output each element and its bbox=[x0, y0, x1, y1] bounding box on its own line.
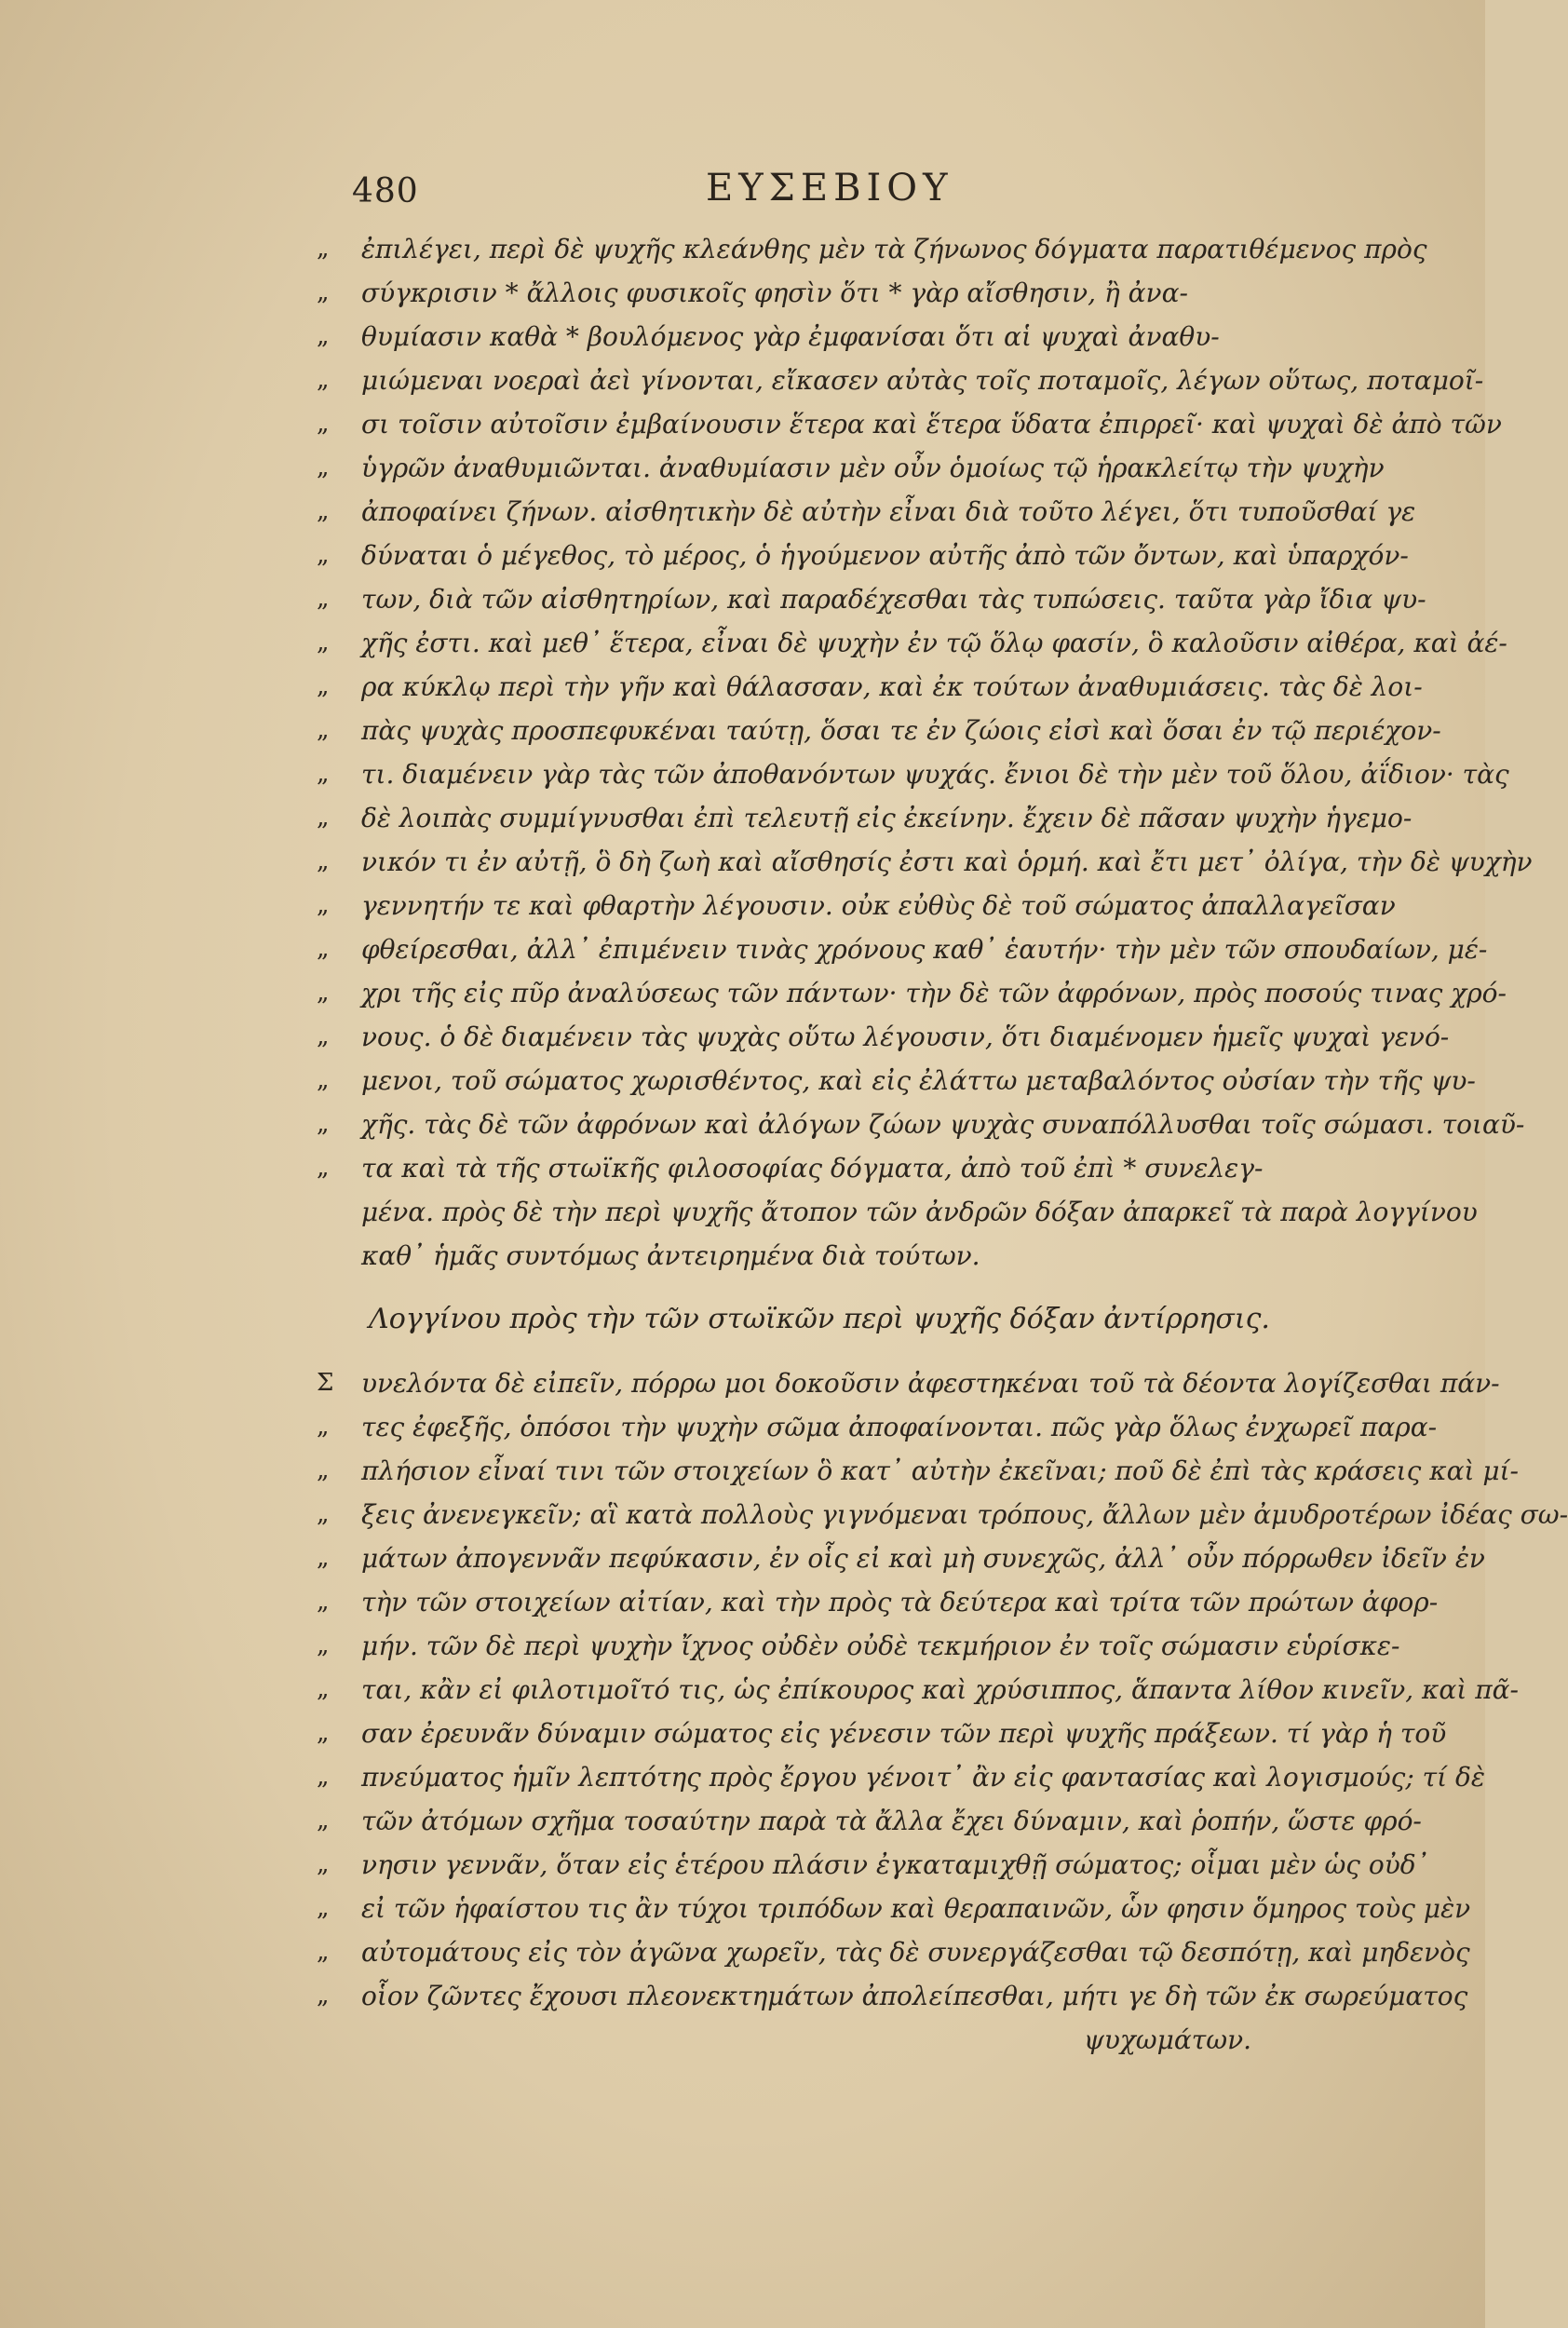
line-text: σύγκρισιν * ἄλλοις φυσικοῖς φησὶν ὅτι * γὰρ αἴσθησιν, ἢ ἀνα- bbox=[361, 277, 1188, 308]
quote-mark: „ bbox=[317, 235, 330, 263]
line-text: δὲ λοιπὰς συμμίγνυσθαι ἐπὶ τελευτῇ εἰς ἐκείνην. ἔχειν δὲ πᾶσαν ψυχὴν ἡγεμο- bbox=[361, 803, 1413, 833]
line-text: δύναται ὁ μέγεθος, τὸ μέρος, ὁ ἡγούμενον αὐτῆς ἀπὸ τῶν ὄντων, καὶ ὑπαρχόν- bbox=[361, 540, 1409, 571]
quote-mark: „ bbox=[317, 891, 330, 919]
quote-mark: „ bbox=[317, 1631, 330, 1659]
line-text: μήν. τῶν δὲ περὶ ψυχὴν ἴχνος οὐδὲν οὐδὲ τεκμήριον ἐν τοῖς σώμασιν εὑρίσκε- bbox=[361, 1631, 1400, 1661]
quote-mark: „ bbox=[317, 453, 330, 481]
line-text: πλήσιον εἶναί τινι τῶν στοιχείων ὃ κατ᾽ αὐτὴν ἐκεῖναι; ποῦ δὲ ἐπὶ τὰς κράσεις καὶ μί- bbox=[361, 1455, 1520, 1486]
quote-mark: „ bbox=[317, 1850, 330, 1878]
text-line bbox=[317, 227, 1427, 271]
text-line bbox=[317, 1234, 1285, 1278]
quote-mark: „ bbox=[317, 1719, 330, 1747]
running-head: ΕΥΣΕΒΙΟΥ bbox=[706, 167, 953, 210]
quote-mark: „ bbox=[317, 585, 330, 613]
line-text: εἰ τῶν ἡφαίστου τις ἂν τύχοι τριπόδων καὶ θεραπαινῶν, ὧν φησιν ὅμηρος τοὺς μὲν bbox=[361, 1893, 1471, 1924]
line-text: τῶν ἀτόμων σχῆμα τοσαύτην παρὰ τὰ ἄλλα ἔχει δύναμιν, καὶ ῥοπήν, ὥστε φρό- bbox=[361, 1806, 1422, 1836]
text-line bbox=[317, 1361, 1500, 1405]
line-text: ἐπιλέγει, περὶ δὲ ψυχῆς κλεάνθης μὲν τὰ ζήνωνος δόγματα παρατιθέμενος πρὸς bbox=[361, 234, 1427, 264]
line-text: των, διὰ τῶν αἰσθητηρίων, καὶ παραδέχεσθαι τὰς τυπώσεις. ταῦτα γὰρ ἴδια ψυ- bbox=[361, 584, 1426, 615]
line-text: χρι τῆς εἰς πῦρ ἀναλύσεως τῶν πάντων· τὴν δὲ τῶν ἀφρόνων, πρὸς ποσούς τινας χρό- bbox=[361, 978, 1507, 1008]
quote-mark: „ bbox=[317, 1938, 330, 1966]
quote-mark: „ bbox=[317, 497, 330, 525]
quote-mark: „ bbox=[317, 1982, 330, 2010]
text-block bbox=[317, 227, 1568, 2062]
text-line bbox=[317, 315, 1285, 359]
line-text: ἀποφαίνει ζήνων. αἰσθητικὴν δὲ αὐτὴν εἶναι διὰ τοῦτο λέγει, ὅτι τυποῦσθαί γε bbox=[361, 496, 1416, 527]
line-text: νικόν τι ἐν αὐτῇ, ὃ δὴ ζωὴ καὶ αἴσθησίς ἐστι καὶ ὁρμή. καὶ ἔτι μετ᾽ ὀλίγα, τὴν δὲ ψυχὴν bbox=[361, 846, 1533, 877]
text-line bbox=[317, 1449, 1520, 1493]
text-line bbox=[317, 752, 1509, 796]
line-text: χῆς ἐστι. καὶ μεθ᾽ ἕτερα, εἶναι δὲ ψυχὴν ἐν τῷ ὅλῳ φασίν, ὃ καλοῦσιν αἰθέρα, καὶ ἀέ- bbox=[361, 628, 1507, 658]
quote-mark: „ bbox=[317, 935, 330, 963]
line-text: ψυχωμάτων. bbox=[1083, 2024, 1251, 2055]
line-text: πνεύματος ἡμῖν λεπτότης πρὸς ἔργου γένοιτ᾽ ἂν εἰς φαντασίας καὶ λογισμούς; τί δὲ bbox=[361, 1762, 1485, 1793]
line-text: νους. ὁ δὲ διαμένειν τὰς ψυχὰς οὕτω λέγουσιν, ὅτι διαμένομεν ἡμεῖς ψυχαὶ γενό- bbox=[361, 1022, 1450, 1052]
line-text: γεννητήν τε καὶ φθαρτὴν λέγουσιν. οὐκ εὐθὺς δὲ τοῦ σώματος ἀπαλλαγεῖσαν bbox=[361, 890, 1396, 921]
text-line bbox=[317, 534, 1409, 577]
quote-mark: „ bbox=[317, 629, 330, 656]
line-text: τα καὶ τὰ τῆς στωϊκῆς φιλοσοφίας δόγματα, ἀπὸ τοῦ ἐπὶ * συνελεγ- bbox=[361, 1153, 1264, 1184]
quote-mark: „ bbox=[317, 541, 330, 569]
quote-mark: „ bbox=[317, 278, 330, 306]
quote-mark: „ bbox=[317, 1763, 330, 1791]
text-line bbox=[317, 446, 1385, 490]
line-text: χῆς. τὰς δὲ τῶν ἀφρόνων καὶ ἀλόγων ζώων ψυχὰς συναπόλλυσθαι τοῖς σώμασι. τοιαῦ- bbox=[361, 1109, 1525, 1140]
quote-mark: „ bbox=[317, 1807, 330, 1834]
text-line bbox=[317, 884, 1396, 927]
quote-mark: „ bbox=[317, 410, 330, 438]
text-line bbox=[317, 1015, 1450, 1059]
text-line bbox=[317, 1624, 1400, 1668]
line-text: σαν ἐρευνᾶν δύναμιν σώματος εἰς γένεσιν τῶν περὶ ψυχῆς πράξεων. τί γὰρ ἡ τοῦ bbox=[361, 1718, 1447, 1749]
quote-mark: „ bbox=[317, 1588, 330, 1616]
longinus-passage bbox=[317, 1361, 1568, 2062]
line-text: φθείρεσθαι, ἀλλ᾽ ἐπιμένειν τινὰς χρόνους καθ᾽ ἑαυτήν· τὴν μὲν τῶν σπουδαίων, μέ- bbox=[361, 934, 1488, 965]
text-line bbox=[317, 1405, 1438, 1449]
text-line bbox=[317, 1493, 1568, 1536]
quote-mark: „ bbox=[317, 804, 330, 832]
quote-mark: „ bbox=[317, 1675, 330, 1703]
line-text: μιώμεναι νοεραὶ ἀεὶ γίνονται, εἴκασεν αὐτὰς τοῖς ποταμοῖς, λέγων οὕτως, ποταμοῖ- bbox=[361, 365, 1484, 396]
text-line bbox=[317, 1843, 1429, 1887]
quote-mark: „ bbox=[317, 1500, 330, 1528]
page-header bbox=[352, 163, 1283, 219]
text-line bbox=[317, 490, 1416, 534]
quote-mark: „ bbox=[317, 1413, 330, 1441]
text-line bbox=[317, 1190, 1478, 1234]
quote-mark: „ bbox=[317, 716, 330, 744]
quote-mark: „ bbox=[317, 1110, 330, 1138]
text-line bbox=[317, 621, 1507, 665]
quote-mark: „ bbox=[317, 1066, 330, 1094]
text-line bbox=[317, 1146, 1285, 1190]
quoted-passage bbox=[317, 227, 1533, 1278]
text-line bbox=[317, 1668, 1519, 1712]
text-line bbox=[317, 1755, 1485, 1799]
line-text: μενοι, τοῦ σώματος χωρισθέντος, καὶ εἰς ἐλάττω μεταβαλόντος οὐσίαν τὴν τῆς ψυ- bbox=[361, 1065, 1476, 1096]
text-line bbox=[317, 2018, 1285, 2062]
line-text: ρα κύκλῳ περὶ τὴν γῆν καὶ θάλασσαν, καὶ ἐκ τούτων ἀναθυμιάσεις. τὰς δὲ λοι- bbox=[361, 671, 1423, 702]
quote-mark: „ bbox=[317, 366, 330, 394]
text-line bbox=[317, 1974, 1468, 2018]
line-text: ὑγρῶν ἀναθυμιῶνται. ἀναθυμίασιν μὲν οὖν ὁμοίως τῷ ἡρακλείτῳ τὴν ψυχὴν bbox=[361, 453, 1385, 483]
quote-mark: „ bbox=[317, 1456, 330, 1484]
text-line bbox=[317, 665, 1423, 709]
line-text: ται, κἂν εἰ φιλοτιμοῖτό τις, ὡς ἐπίκουρος καὶ χρύσιππος, ἅπαντα λίθον κινεῖν, καὶ πᾶ- bbox=[361, 1674, 1519, 1705]
text-line bbox=[317, 1536, 1485, 1580]
text-line bbox=[317, 840, 1533, 884]
text-line bbox=[317, 1799, 1422, 1843]
quote-mark: „ bbox=[317, 979, 330, 1007]
text-line bbox=[317, 1930, 1470, 1974]
quote-mark: „ bbox=[317, 1894, 330, 1922]
text-line bbox=[317, 796, 1413, 840]
text-line bbox=[317, 927, 1488, 971]
text-line bbox=[317, 271, 1285, 315]
text-line bbox=[317, 971, 1507, 1015]
quote-mark: „ bbox=[317, 672, 330, 700]
page-number: 480 bbox=[352, 172, 419, 210]
text-line bbox=[317, 577, 1426, 621]
text-line bbox=[317, 402, 1502, 446]
text-line bbox=[317, 1712, 1447, 1755]
line-text: πὰς ψυχὰς προσπεφυκέναι ταύτῃ, ὅσαι τε ἐν ζώοις εἰσὶ καὶ ὅσαι ἐν τῷ περιέχον- bbox=[361, 715, 1441, 746]
line-text: μένα. πρὸς δὲ τὴν περὶ ψυχῆς ἄτοπον τῶν ἀνδρῶν δόξαν ἀπαρκεῖ τὰ παρὰ λογγίνου bbox=[361, 1197, 1478, 1227]
quote-mark: „ bbox=[317, 1544, 330, 1572]
line-text: τι. διαμένειν γὰρ τὰς τῶν ἀποθανόντων ψυχάς. ἔνιοι δὲ τὴν μὲν τοῦ ὅλου, ἀΐδιον· τὰς bbox=[361, 759, 1509, 790]
text-line bbox=[317, 1059, 1476, 1103]
section-heading: Λογγίνου πρὸς τὴν τῶν στωϊκῶν περὶ ψυχῆς δόξαν ἀντίρρησις. bbox=[369, 1303, 1270, 1335]
text-line bbox=[317, 1887, 1471, 1930]
quote-mark: „ bbox=[317, 760, 330, 788]
line-text: τες ἐφεξῆς, ὁπόσοι τὴν ψυχὴν σῶμα ἀποφαίνονται. πῶς γὰρ ὅλως ἐνχωρεῖ παρα- bbox=[361, 1412, 1438, 1442]
line-text: θυμίασιν καθὰ * βουλόμενος γὰρ ἐμφανίσαι ὅτι αἱ ψυχαὶ ἀναθυ- bbox=[361, 321, 1220, 352]
text-line bbox=[317, 709, 1441, 752]
line-text: σι τοῖσιν αὐτοῖσιν ἐμβαίνουσιν ἕτερα καὶ ἕτερα ὕδατα ἐπιρρεῖ· καὶ ψυχαὶ δὲ ἀπὸ τῶν bbox=[361, 409, 1502, 440]
initial-letter: Σ bbox=[317, 1369, 334, 1397]
line-text: αὐτομάτους εἰς τὸν ἀγῶνα χωρεῖν, τὰς δὲ συνεργάζεσθαι τῷ δεσπότῃ, καὶ μηδενὸς bbox=[361, 1937, 1470, 1968]
text-line bbox=[317, 359, 1484, 402]
line-text: υνελόντα δὲ εἰπεῖν, πόρρω μοι δοκοῦσιν ἀφεστηκέναι τοῦ τὰ δέοντα λογίζεσθαι πάν- bbox=[361, 1368, 1500, 1399]
line-text: μάτων ἀπογεννᾶν πεφύκασιν, ἐν οἷς εἰ καὶ μὴ συνεχῶς, ἀλλ᾽ οὖν πόρρωθεν ἰδεῖν ἐν bbox=[361, 1543, 1485, 1574]
line-text: τὴν τῶν στοιχείων αἰτίαν, καὶ τὴν πρὸς τὰ δεύτερα καὶ τρίτα τῶν πρώτων ἀφορ- bbox=[361, 1587, 1439, 1617]
line-text: καθ᾽ ἡμᾶς συντόμως ἀντειρημένα διὰ τούτων. bbox=[361, 1240, 980, 1271]
quote-mark: „ bbox=[317, 847, 330, 875]
quote-mark: „ bbox=[317, 1154, 330, 1182]
line-text: ξεις ἀνενεγκεῖν; αἳ κατὰ πολλοὺς γιγνόμεναι τρόπους, ἄλλων μὲν ἀμυδροτέρων ἰδέας σω- bbox=[361, 1499, 1568, 1530]
text-line bbox=[317, 1580, 1439, 1624]
line-text: οἷον ζῶντες ἔχουσι πλεονεκτημάτων ἀπολείπεσθαι, μήτι γε δὴ τῶν ἐκ σωρεύματος bbox=[361, 1981, 1468, 2011]
line-text: νησιν γεννᾶν, ὅταν εἰς ἑτέρου πλάσιν ἐγκαταμιχθῇ σώματος; οἷμαι μὲν ὡς οὐδ᾽ bbox=[361, 1849, 1429, 1880]
text-line bbox=[317, 1103, 1525, 1146]
quote-mark: „ bbox=[317, 1022, 330, 1050]
quote-mark: „ bbox=[317, 322, 330, 350]
